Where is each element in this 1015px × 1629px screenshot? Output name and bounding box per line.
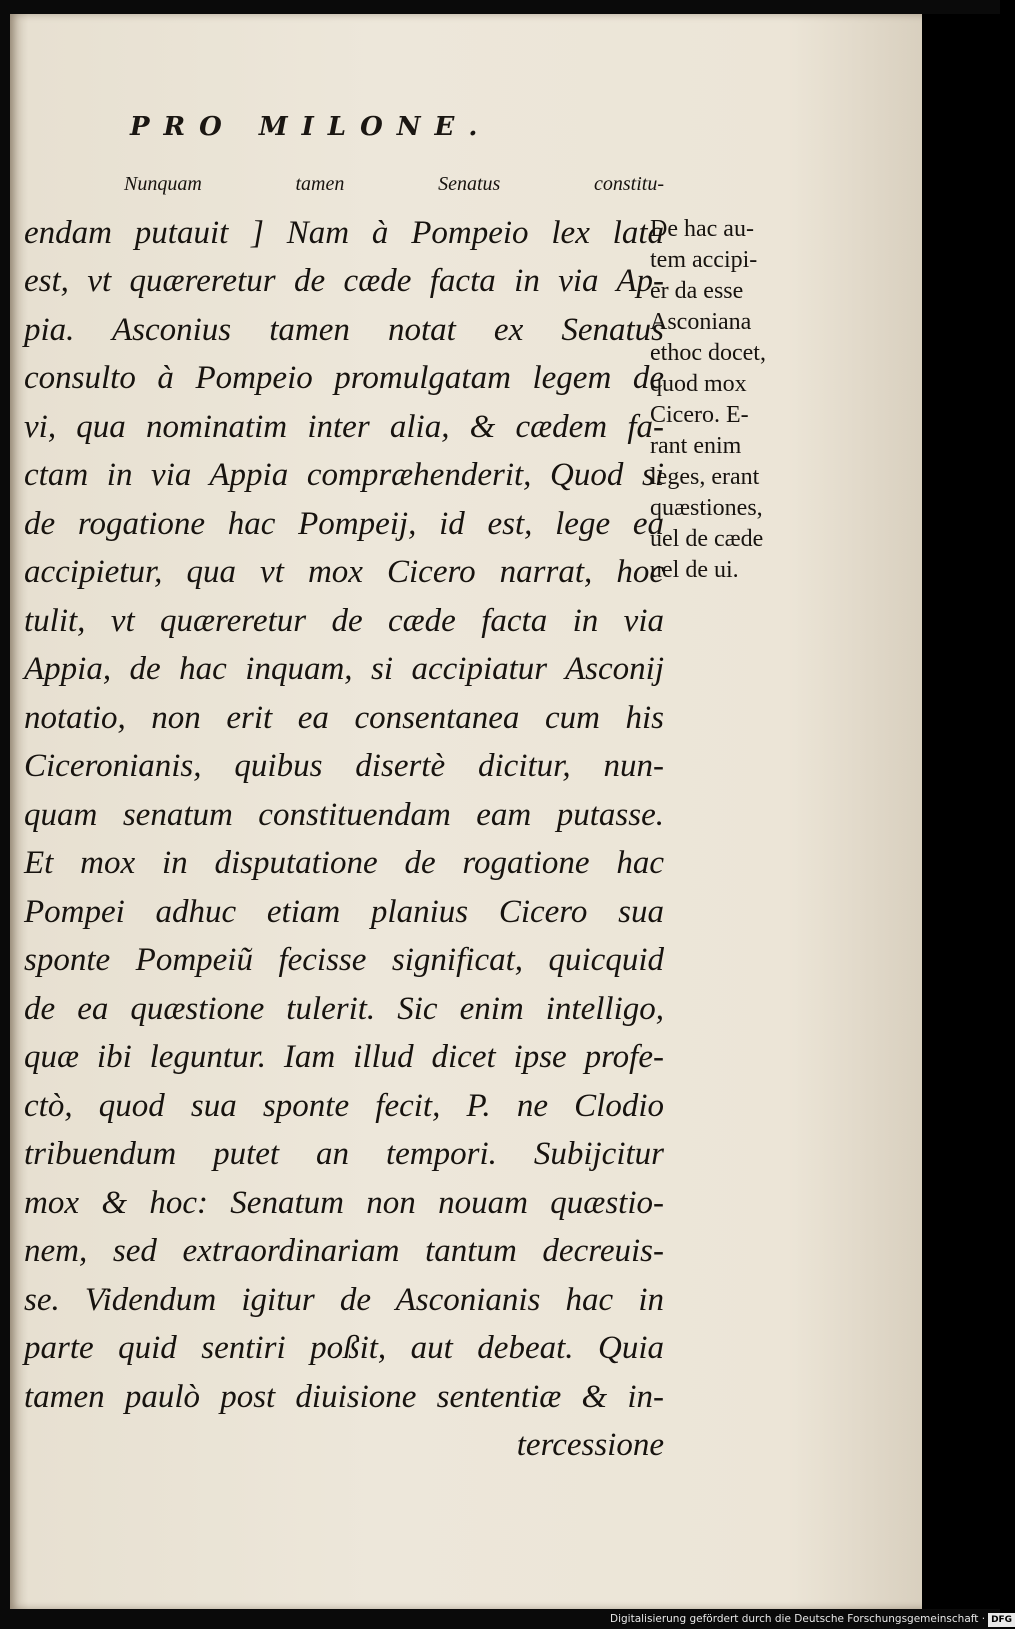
credit-text: Digitalisierung gefördert durch die Deutsche Forschungsgemeinschaft · (610, 1613, 986, 1625)
text-line: notatio, non erit ea consentanea cum his (24, 699, 664, 736)
text-line: tercessione (516, 1427, 664, 1463)
margin-note-line: quæstiones, (650, 495, 763, 521)
margin-note (650, 214, 810, 586)
text-line: de ea quæstione tulerit. Sic enim intelligo, (24, 990, 664, 1027)
text-line: sponte Pompeiũ fecisse significat, quicquid (24, 942, 664, 978)
margin-note-line: quod mox (650, 371, 747, 397)
text-line: vi, qua nominatim inter alia, & cædem fa- (24, 408, 664, 445)
text-line: tulit, vt quæreretur de cæde facta in via (24, 602, 664, 639)
text-line: se. Videndum igitur de Asconianis hac in (24, 1281, 664, 1318)
text-line: tamen paulò post diuisione sententiæ & in- (24, 1378, 664, 1415)
margin-note-line: ethoc docet, (650, 340, 766, 366)
text-line: de rogatione hac Pompeij, id est, lege ea (24, 505, 664, 542)
text-line: quam senatum constituendam eam putasse. (24, 796, 664, 833)
margin-note-line: tem accipi- (650, 247, 758, 273)
text-line: ctò, quod sua sponte fecit, P. ne Clodio (24, 1087, 664, 1124)
text-line: quæ ibi leguntur. Iam illud dicet ipse profe- (24, 1039, 664, 1075)
margin-note-line: Cicero. E- (650, 402, 749, 428)
text-line: Nunquam tamen Senatus constitu- (124, 173, 664, 195)
text-line: Ciceronianis, quibus disertè dicitur, nun- (24, 748, 664, 784)
text-line: consulto à Pompeio promulgatam legem de (24, 360, 664, 396)
margin-note-line: leges, erant (650, 464, 760, 490)
text-line: ctam in via Appia compræhenderit, Quod si (24, 457, 664, 493)
main-text-block (24, 160, 664, 1470)
text-line: Pompei adhuc etiam planius Cicero sua (24, 893, 664, 930)
text-line: parte quid sentiri poßit, aut debeat. Quia (24, 1330, 664, 1366)
scan-edge (922, 14, 1000, 1609)
text-line: Appia, de hac inquam, si accipiatur Asconij (24, 651, 664, 687)
margin-note-line: uel de cæde (650, 526, 764, 552)
text-line: endam putauit ] Nam à Pompeio lex lata (24, 214, 664, 251)
digitization-credit (610, 1612, 1015, 1626)
text-line: mox & hoc: Senatum non nouam quæstio- (24, 1184, 664, 1221)
running-head: PRO MILONE. (130, 112, 492, 142)
text-line: tribuendum putet an tempori. Subijcitur (24, 1136, 664, 1172)
dfg-logo: DFG (988, 1613, 1015, 1627)
margin-note-line: rant enim (650, 433, 742, 459)
text-line: accipietur, qua vt mox Cicero narrat, hoc (24, 554, 664, 590)
margin-note-line: Asconiana (650, 309, 752, 335)
margin-note-line: uel de ui. (650, 557, 739, 583)
margin-note-line: De hac au- (650, 216, 754, 242)
text-line: nem, sed extraordinariam tantum decreuis- (24, 1233, 664, 1269)
margin-note-line: er da esse (650, 278, 744, 304)
text-line: pia. Asconius tamen notat ex Senatus (24, 311, 664, 348)
text-line: est, vt quæreretur de cæde facta in via Ap- (24, 263, 664, 299)
text-line: Et mox in disputatione de rogatione hac (24, 845, 664, 881)
